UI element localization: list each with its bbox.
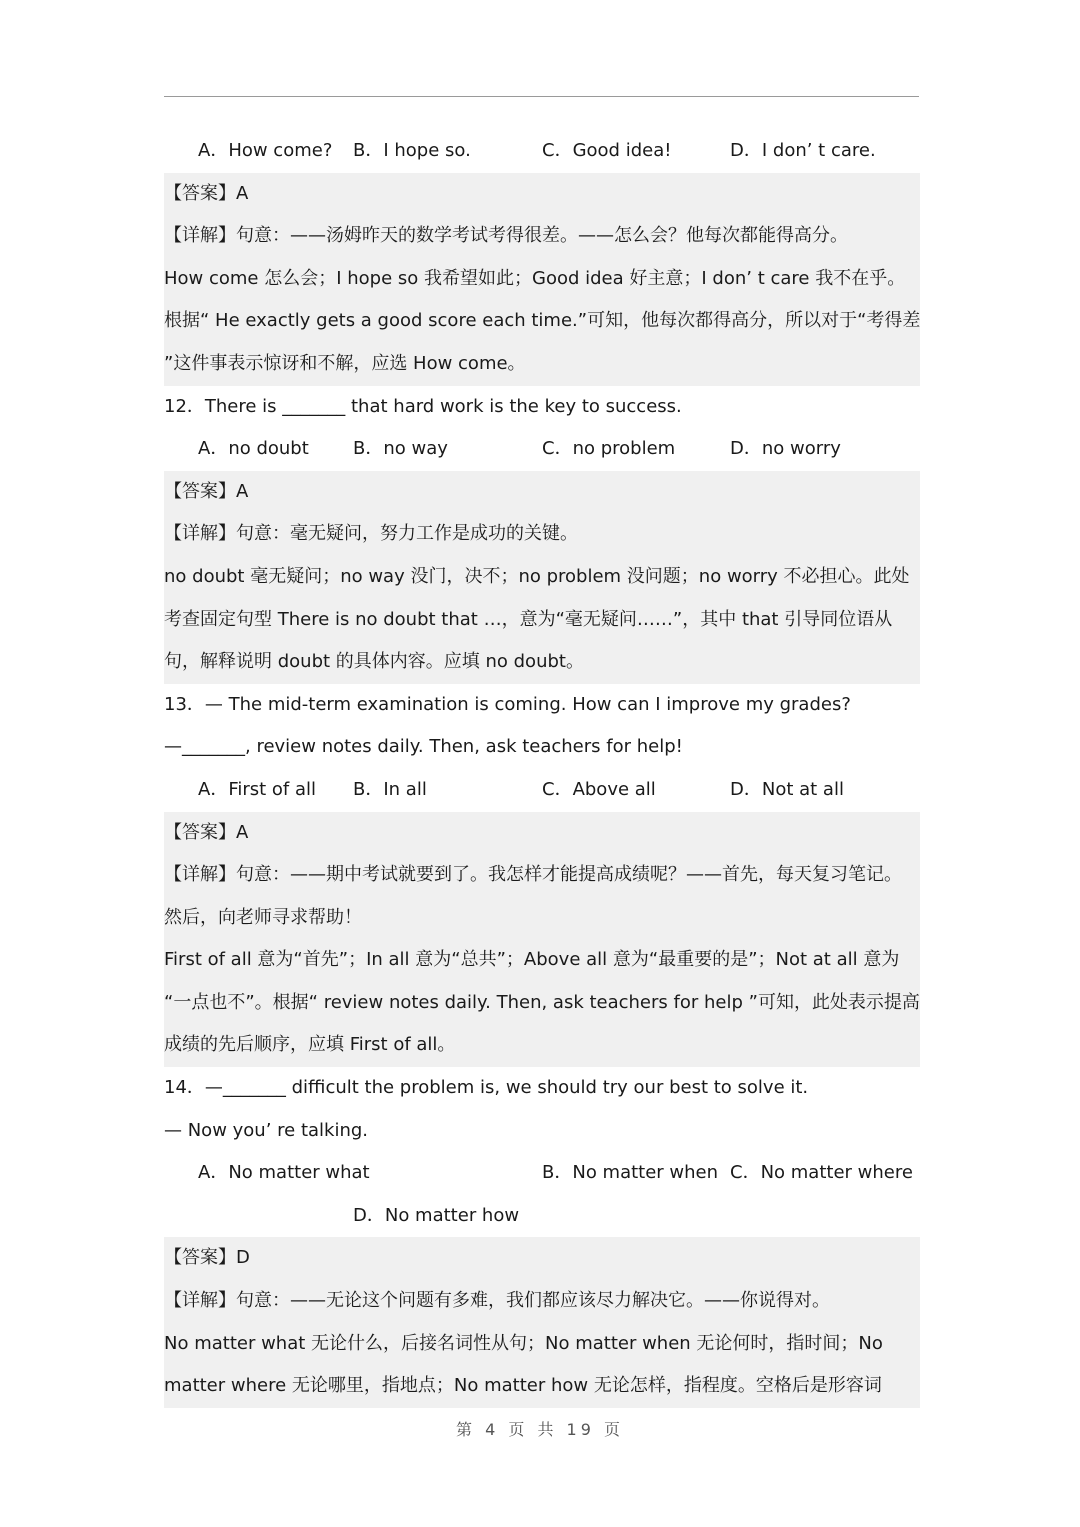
q14-option-d: D．No matter how [353, 1204, 520, 1226]
q11-detail-line: 【详解】句意：——汤姆昨天的数学考试考得很差。——怎么会？他每次都能得高分。 [164, 225, 848, 247]
q12-option-d: D．no worry [730, 438, 841, 460]
q14-answer: 【答案】D [164, 1247, 250, 1269]
q13-detail-line: 然后，向老师寻求帮助！ [164, 906, 362, 928]
q14-option-a: A．No matter what [198, 1162, 370, 1184]
q11-option-c: C．Good idea! [542, 140, 672, 161]
q12-option-a: A．no doubt [198, 438, 309, 460]
q13-option-d: D．Not at all [730, 778, 844, 800]
q14-options-row-1 [164, 1152, 920, 1195]
q14-options-row-2 [164, 1195, 920, 1238]
q11-option-b: B．I hope so. [353, 140, 471, 161]
q11-explanation-block [164, 173, 920, 386]
q14-detail-line: matter where 无论哪里，指地点；No matter how 无论怎样，指程度。空格后是形容词 [164, 1375, 882, 1397]
q13-options [164, 769, 920, 812]
q13-answer: 【答案】A [164, 821, 249, 843]
q12-answer: 【答案】A [164, 480, 249, 502]
q14-explanation-block [164, 1237, 920, 1407]
q11-detail-line: ”这件事表示惊讶和不解，应选 How come。 [164, 352, 526, 374]
q11-option-d: D．I don’ t care. [730, 140, 876, 161]
q12-detail-line: 考查固定句型 There is no doubt that …，意为“毫无疑问……”，其中 that 引导同位语从 [164, 608, 893, 630]
q11-options [164, 130, 920, 173]
q12-detail-line: no doubt 毫无疑问；no way 没门，决不；no problem 没问题；no worry 不必担心。此处 [164, 565, 910, 587]
header-rule [164, 96, 919, 97]
q14-stem: 14．—_______ difficult the problem is, we should try our best to solve it. [164, 1077, 809, 1099]
q13-option-c: C．Above all [542, 778, 656, 800]
q11-detail-line: 根据“ He exactly gets a good score each time.”可知，他每次都得高分，所以对于“考得差 [164, 310, 920, 332]
page-content [164, 130, 920, 1408]
q11-detail-line: How come 怎么会；I hope so 我希望如此；Good idea 好主意；I don’ t care 我不在乎。 [164, 267, 906, 289]
q13-detail-line: “一点也不”。根据“ review notes daily. Then, ask teachers for help ”可知，此处表示提高 [164, 991, 920, 1013]
q13-stem-reply: —_______, review notes daily. Then, ask teachers for help! [164, 736, 683, 758]
q13-option-a: A．First of all [198, 778, 317, 800]
q14-option-c: C．No matter where [730, 1162, 913, 1184]
q12-detail-line: 句，解释说明 doubt 的具体内容。应填 no doubt。 [164, 651, 584, 673]
q12-explanation-block [164, 471, 920, 684]
q12-options [164, 428, 920, 471]
q14-detail-line: No matter what 无论什么，后接名词性从句；No matter when 无论何时，指时间；No [164, 1332, 883, 1354]
q12-detail-line: 【详解】句意：毫无疑问，努力工作是成功的关键。 [164, 523, 578, 545]
q14-stem-reply: — Now you’ re talking. [164, 1119, 369, 1141]
q12-option-b: B．no way [353, 438, 448, 460]
q11-answer: 【答案】A [164, 182, 249, 204]
q13-detail-line: First of all 意为“首先”；In all 意为“总共”；Above all 意为“最重要的是”；Not at all 意为 [164, 949, 900, 971]
q11-option-a: A．How come? [198, 140, 333, 161]
q13-detail-line: 成绩的先后顺序，应填 First of all。 [164, 1034, 456, 1056]
q12-stem: 12．There is _______ that hard work is the key to success. [164, 395, 682, 417]
q14-option-b: B．No matter when [542, 1162, 719, 1184]
q12-option-c: C．no problem [542, 438, 676, 460]
q13-stem: 13．— The mid-term examination is coming. How can I improve my grades? [164, 693, 851, 715]
q14-detail-line: 【详解】句意：——无论这个问题有多难，我们都应该尽力解决它。——你说得对。 [164, 1290, 830, 1312]
page-number-footer: 第 4 页 共 19 页 [456, 1420, 624, 1439]
q13-detail-line: 【详解】句意：——期中考试就要到了。我怎样才能提高成绩呢？——首先，每天复习笔记。 [164, 864, 902, 886]
q13-explanation-block [164, 812, 920, 1068]
q13-option-b: B．In all [353, 778, 427, 800]
